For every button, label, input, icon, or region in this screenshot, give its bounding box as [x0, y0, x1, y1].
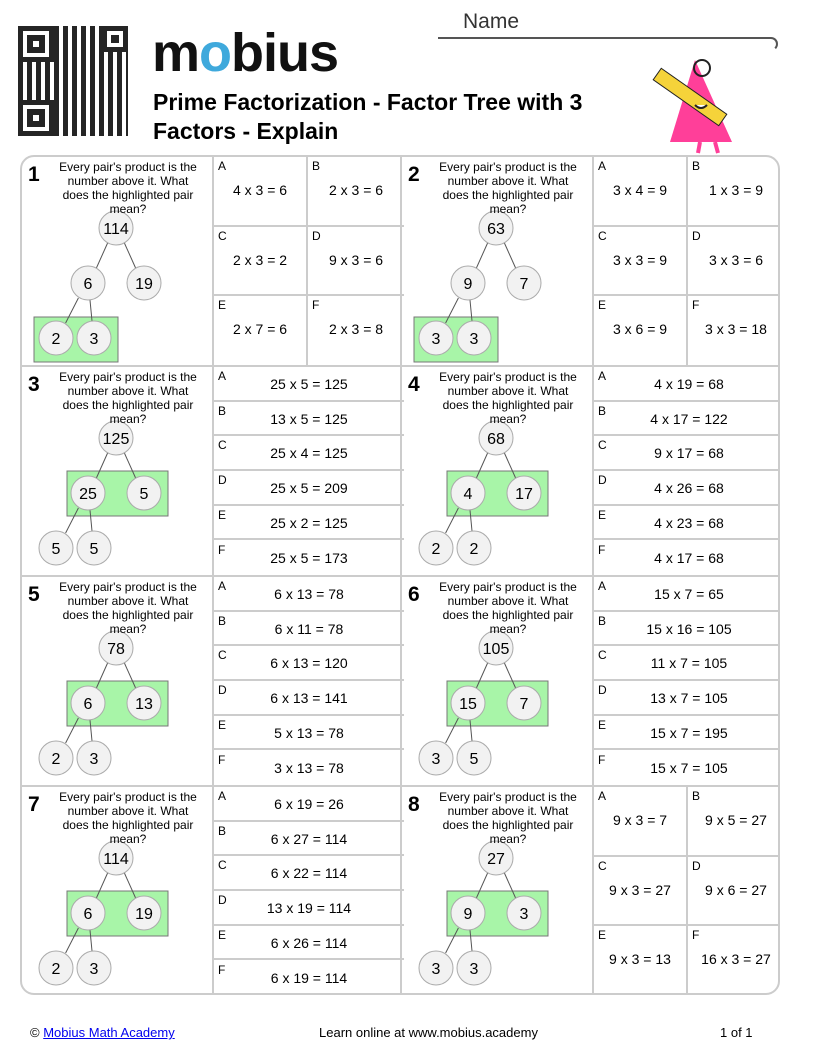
option-equation: 3 x 13 = 78 [274, 759, 344, 776]
option-d[interactable] [214, 681, 404, 716]
tree-node-value: 2 [51, 751, 61, 768]
option-equation: 6 x 13 = 78 [274, 586, 344, 602]
option-f[interactable] [214, 751, 404, 786]
option-c[interactable] [594, 227, 688, 297]
problem-number: 2 [408, 163, 420, 186]
problem-number: 6 [408, 583, 420, 606]
problem-prompt: Every pair's product is the number above it. What does the highlighted pair mean? [59, 160, 197, 216]
problem-2 [402, 157, 780, 367]
option-letter: C [598, 648, 607, 663]
option-b[interactable] [308, 157, 404, 227]
option-letter: C [598, 858, 607, 873]
tree-node-value: 105 [482, 641, 510, 658]
option-equation: 6 x 26 = 114 [270, 934, 348, 951]
tree-branch [476, 243, 487, 268]
problem-number: 7 [28, 793, 40, 816]
option-a[interactable] [594, 577, 780, 612]
footer-learn: Learn online at www.mobius.academy [319, 1025, 538, 1040]
option-equation: 13 x 5 = 125 [270, 410, 348, 427]
option-letter: A [218, 789, 227, 803]
option-e[interactable] [594, 506, 780, 541]
tree-node-value: 19 [135, 276, 153, 293]
option-f[interactable] [594, 541, 780, 576]
tree-node-value: 3 [469, 331, 479, 348]
problem-number: 4 [408, 373, 420, 396]
option-letter: C [598, 438, 607, 453]
tree-node-value: 5 [139, 486, 149, 503]
option-equation: 16 x 3 = 27 [701, 951, 771, 967]
mobius-logo: mobius [152, 23, 339, 83]
option-equation: 9 x 3 = 13 [609, 951, 671, 967]
tree-node-value: 3 [431, 961, 441, 978]
option-letter: C [218, 648, 227, 663]
option-letter: E [598, 928, 607, 942]
page-title: Prime Factorization - Factor Tree with 3 Factors - Explain [153, 89, 583, 144]
option-letter: B [218, 403, 227, 418]
option-equation: 2 x 7 = 6 [232, 321, 288, 337]
option-letter: B [598, 403, 607, 418]
option-equation: 25 x 2 = 125 [270, 514, 348, 531]
option-equation: 4 x 3 = 6 [232, 182, 288, 198]
answer-options [212, 787, 402, 995]
option-equation: 15 x 7 = 195 [650, 724, 728, 741]
tree-node-value: 6 [83, 906, 93, 923]
problem-5 [22, 577, 402, 787]
option-letter: B [598, 613, 607, 628]
tree-node-value: 15 [459, 696, 477, 713]
tree-node-value: 27 [487, 851, 505, 868]
option-equation: 3 x 3 = 6 [708, 251, 764, 268]
problem-8 [402, 787, 780, 995]
tree-node-value: 5 [89, 541, 99, 558]
option-d[interactable] [214, 471, 404, 506]
tree-node-value: 2 [469, 541, 479, 558]
option-letter: F [692, 928, 700, 942]
answer-options [212, 157, 402, 365]
problem-prompt: Every pair's product is the number above it. What does the highlighted pair mean? [59, 580, 197, 636]
tree-node-value: 3 [89, 331, 99, 348]
option-equation: 2 x 3 = 6 [328, 182, 384, 198]
option-letter: D [692, 858, 701, 873]
option-d[interactable] [594, 471, 780, 506]
tree-node-value: 9 [463, 276, 473, 293]
problem-grid [20, 155, 780, 995]
option-letter: B [218, 613, 227, 628]
answer-options [592, 157, 780, 365]
option-equation: 13 x 19 = 114 [266, 900, 352, 917]
option-d[interactable] [214, 891, 404, 926]
option-a[interactable] [214, 787, 404, 822]
option-equation: 9 x 5 = 27 [705, 812, 767, 828]
tree-node-value: 114 [103, 221, 129, 238]
tree-node-value: 63 [487, 221, 505, 238]
tree-branch [504, 243, 515, 268]
problem-prompt: Every pair's product is the number above it. What does the highlighted pair mean? [439, 790, 577, 846]
problem-number: 1 [28, 163, 40, 186]
tree-node-value: 114 [103, 851, 129, 868]
option-equation: 9 x 17 = 68 [654, 445, 724, 462]
tree-node-value: 6 [83, 696, 93, 713]
tree-node-value: 9 [463, 906, 473, 923]
option-b[interactable] [214, 402, 404, 437]
option-letter: C [218, 858, 227, 873]
tree-node-value: 19 [135, 906, 153, 923]
option-letter: A [598, 159, 607, 173]
tree-node-value: 68 [487, 431, 505, 448]
option-letter: A [218, 159, 227, 173]
option-letter: A [598, 369, 607, 383]
option-e[interactable] [214, 506, 404, 541]
option-equation: 5 x 13 = 78 [274, 724, 344, 741]
option-e[interactable] [214, 296, 308, 366]
option-d[interactable] [688, 227, 780, 297]
option-c[interactable] [214, 856, 404, 891]
name-field[interactable] [438, 37, 778, 51]
problem-3 [22, 367, 402, 577]
tree-node-value: 3 [431, 751, 441, 768]
option-b[interactable] [688, 787, 780, 857]
tree-node-value: 7 [519, 276, 529, 293]
option-a[interactable] [594, 367, 780, 402]
name-label: Name [463, 10, 520, 33]
option-equation: 3 x 3 = 9 [612, 251, 668, 268]
option-c[interactable] [594, 436, 780, 471]
tree-node-value: 5 [51, 541, 61, 558]
option-equation: 25 x 4 = 125 [270, 445, 348, 462]
option-letter: B [218, 823, 227, 838]
option-letter: E [218, 507, 227, 522]
option-equation: 6 x 19 = 114 [270, 969, 348, 986]
tree-node-value: 25 [79, 486, 97, 503]
option-letter: F [598, 542, 606, 557]
tree-node-value: 2 [51, 331, 61, 348]
option-b[interactable] [214, 612, 404, 647]
tree-node-value: 3 [89, 751, 99, 768]
option-letter: A [598, 789, 607, 803]
option-equation: 9 x 6 = 27 [705, 881, 767, 898]
option-letter: F [598, 752, 606, 767]
option-equation: 15 x 7 = 105 [650, 759, 728, 776]
problem-prompt: Every pair's product is the number above it. What does the highlighted pair mean? [439, 580, 577, 636]
option-e[interactable] [214, 926, 404, 961]
answer-options [592, 367, 780, 575]
problem-6 [402, 577, 780, 787]
option-letter: E [218, 717, 227, 732]
problem-4 [402, 367, 780, 577]
tree-node-value: 6 [83, 276, 93, 293]
problem-number: 8 [408, 793, 420, 816]
option-equation: 6 x 22 = 114 [270, 865, 348, 882]
tree-node-value: 3 [469, 961, 479, 978]
option-a[interactable] [594, 157, 688, 227]
option-equation: 25 x 5 = 209 [270, 480, 348, 497]
option-letter: D [218, 893, 227, 908]
option-equation: 6 x 13 = 120 [270, 655, 348, 672]
option-equation: 6 x 13 = 141 [270, 690, 348, 707]
answer-options [212, 367, 402, 575]
option-a[interactable] [214, 157, 308, 227]
option-equation: 15 x 7 = 65 [654, 586, 724, 602]
option-equation: 9 x 3 = 7 [612, 812, 668, 828]
option-c[interactable] [594, 857, 688, 927]
option-f[interactable] [594, 751, 780, 786]
option-letter: B [692, 789, 701, 803]
option-equation: 3 x 4 = 9 [612, 182, 668, 198]
option-f[interactable] [688, 926, 780, 995]
problem-prompt: Every pair's product is the number above it. What does the highlighted pair mean? [59, 370, 197, 426]
option-letter: E [218, 927, 227, 942]
option-equation: 4 x 23 = 68 [654, 514, 724, 531]
option-letter: A [218, 579, 227, 593]
option-equation: 1 x 3 = 9 [708, 182, 764, 198]
footer-copyright [30, 1025, 175, 1040]
option-e[interactable] [594, 296, 688, 366]
option-a[interactable] [594, 787, 688, 857]
problem-number: 5 [28, 583, 40, 606]
option-equation: 4 x 19 = 68 [654, 376, 724, 392]
option-equation: 13 x 7 = 105 [650, 690, 728, 707]
option-equation: 25 x 5 = 125 [270, 376, 348, 392]
option-d[interactable] [594, 681, 780, 716]
tree-node-value: 5 [469, 751, 479, 768]
option-equation: 6 x 19 = 26 [274, 796, 344, 812]
option-equation: 9 x 3 = 27 [609, 881, 671, 898]
option-equation: 6 x 27 = 114 [270, 830, 348, 847]
option-equation: 9 x 3 = 6 [328, 251, 384, 268]
option-equation: 6 x 11 = 78 [274, 620, 344, 637]
page-number: 1 of 1 [720, 1025, 753, 1040]
tree-node-value: 2 [51, 961, 61, 978]
option-b[interactable] [688, 157, 780, 227]
problem-number: 3 [28, 373, 40, 396]
option-letter: D [218, 683, 227, 698]
tree-node-value: 4 [463, 486, 473, 503]
option-letter: E [598, 507, 607, 522]
option-letter: E [218, 298, 227, 312]
problem-1 [22, 157, 402, 367]
tree-node-value: 13 [135, 696, 153, 713]
problem-prompt: Every pair's product is the number above it. What does the highlighted pair mean? [59, 790, 197, 846]
option-equation: 11 x 7 = 105 [650, 655, 728, 672]
tree-node-value: 78 [107, 641, 125, 658]
option-letter: D [218, 473, 227, 488]
option-letter: B [312, 159, 321, 173]
option-equation: 25 x 5 = 173 [270, 549, 348, 566]
option-equation: 4 x 17 = 122 [650, 410, 728, 427]
option-e[interactable] [214, 716, 404, 751]
option-f[interactable] [214, 961, 404, 996]
option-a[interactable] [214, 577, 404, 612]
tree-node-value: 17 [515, 486, 533, 503]
option-e[interactable] [594, 926, 688, 995]
option-f[interactable] [214, 541, 404, 576]
answer-options [212, 577, 402, 785]
tree-node-value: 3 [519, 906, 529, 923]
option-letter: D [598, 683, 607, 698]
option-b[interactable] [214, 822, 404, 857]
tree-node-value: 125 [102, 431, 130, 448]
option-letter: C [598, 228, 607, 243]
option-letter: F [218, 752, 226, 767]
mascot-illustration [640, 50, 750, 155]
tree-branch [96, 243, 107, 268]
tree-branch [124, 243, 135, 268]
option-equation: 15 x 16 = 105 [646, 620, 732, 637]
answer-options [592, 787, 780, 995]
option-letter: F [218, 542, 226, 557]
qr-code [18, 26, 128, 136]
option-equation: 4 x 26 = 68 [654, 480, 724, 497]
option-letter: E [598, 717, 607, 732]
option-b[interactable] [594, 612, 780, 647]
option-d[interactable] [308, 227, 404, 297]
option-letter: C [218, 228, 227, 243]
option-d[interactable] [688, 857, 780, 927]
option-equation: 3 x 6 = 9 [612, 321, 668, 337]
option-letter: D [692, 228, 701, 243]
option-letter: F [312, 298, 320, 312]
option-c[interactable] [214, 646, 404, 681]
problem-7 [22, 787, 402, 995]
option-a[interactable] [214, 367, 404, 402]
option-letter: D [598, 473, 607, 488]
option-equation: 4 x 17 = 68 [654, 549, 724, 566]
option-equation: 3 x 3 = 18 [705, 321, 767, 337]
option-f[interactable] [308, 296, 404, 366]
option-e[interactable] [594, 716, 780, 751]
mobius-link[interactable]: Mobius Math Academy [43, 1025, 175, 1040]
option-f[interactable] [688, 296, 780, 366]
option-letter: E [598, 298, 607, 312]
tree-node-value: 7 [519, 696, 529, 713]
option-c[interactable] [214, 436, 404, 471]
option-equation: 2 x 3 = 8 [328, 321, 384, 337]
option-letter: F [692, 298, 700, 312]
option-letter: F [218, 962, 226, 977]
option-b[interactable] [594, 402, 780, 437]
problem-prompt: Every pair's product is the number above it. What does the highlighted pair mean? [439, 160, 577, 216]
answer-options [592, 577, 780, 785]
option-letter: D [312, 228, 321, 243]
tree-node-value: 3 [431, 331, 441, 348]
option-letter: A [598, 579, 607, 593]
problem-prompt: Every pair's product is the number above it. What does the highlighted pair mean? [439, 370, 577, 426]
option-letter: A [218, 369, 227, 383]
tree-node-value: 2 [431, 541, 441, 558]
option-letter: B [692, 159, 701, 173]
copyright-symbol: © [30, 1025, 40, 1040]
tree-node-value: 3 [89, 961, 99, 978]
option-letter: C [218, 438, 227, 453]
option-equation: 2 x 3 = 2 [232, 251, 288, 268]
option-c[interactable] [214, 227, 308, 297]
option-c[interactable] [594, 646, 780, 681]
